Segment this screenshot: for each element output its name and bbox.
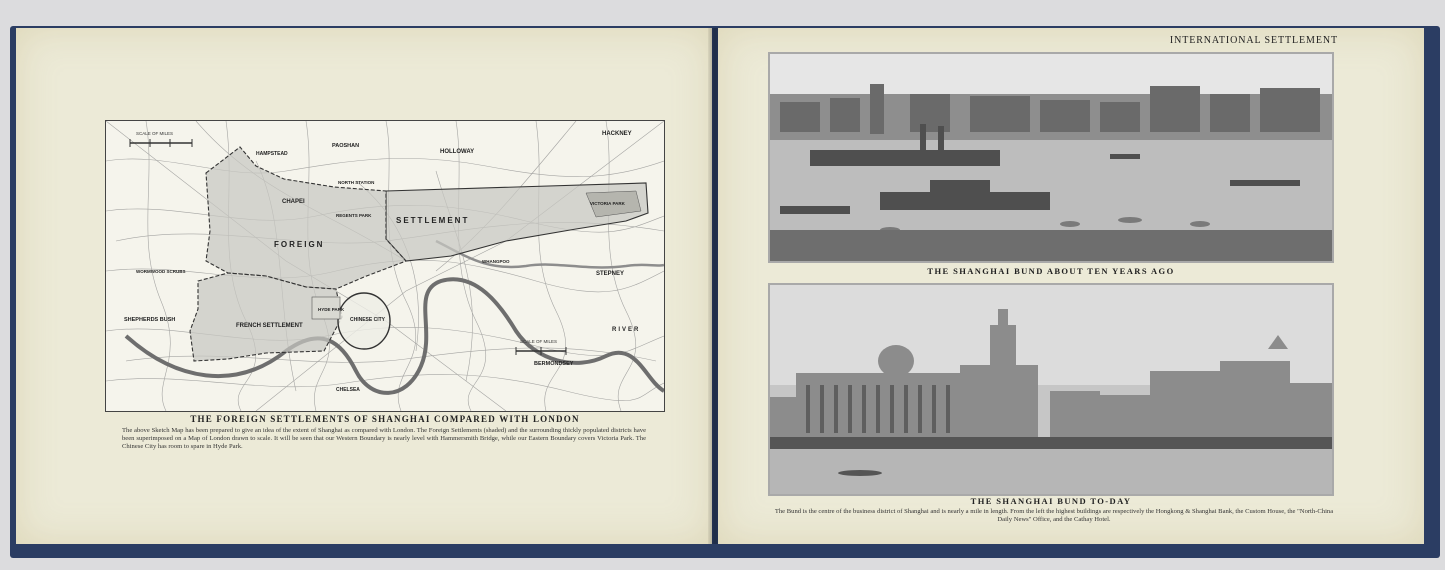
- map-title: THE FOREIGN SETTLEMENTS OF SHANGHAI COMPARED WITH LONDON: [190, 414, 580, 424]
- label-hampstead: HAMPSTEAD: [256, 151, 288, 157]
- photo-bund-today: [768, 283, 1334, 496]
- foreign-settlement-boundary: [206, 147, 406, 289]
- label-bermondsey: BERMONDSEY: [534, 361, 574, 367]
- label-chelsea: CHELSEA: [336, 387, 360, 393]
- photo-bund-ten-years-ago: [768, 52, 1334, 263]
- label-whangpoo: WHANGPOO: [482, 259, 510, 264]
- label-hyde-park: HYDE PARK: [318, 307, 345, 312]
- scale-label-2: SCALE OF MILES: [520, 339, 558, 344]
- label-regents-park: REGENTS PARK: [336, 213, 372, 218]
- photo-new-graphic: [770, 285, 1332, 494]
- map-graphic: [106, 121, 664, 411]
- label-holloway: HOLLOWAY: [440, 149, 475, 155]
- label-north-station: NORTH STATION: [338, 180, 375, 185]
- label-chinese-city: CHINESE CITY: [350, 317, 386, 323]
- photo-old-title: THE SHANGHAI BUND ABOUT TEN YEARS AGO: [927, 266, 1175, 276]
- label-victoria-park: VICTORIA PARK: [590, 201, 625, 206]
- label-paoshan: PAOSHAN: [332, 143, 360, 149]
- scale-bar-2: [516, 339, 566, 355]
- label-foreign: FOREIGN: [274, 240, 325, 249]
- photo-new-title: THE SHANGHAI BUND TO-DAY: [970, 496, 1132, 506]
- scale-label: SCALE OF MILES: [136, 131, 174, 136]
- label-settlement: SETTLEMENT: [396, 216, 470, 225]
- right-page: [718, 28, 1424, 544]
- left-page: [16, 28, 712, 544]
- scale-bar: [130, 131, 192, 147]
- label-stepney: STEPNEY: [596, 271, 625, 277]
- label-chapei: CHAPEI: [282, 199, 305, 205]
- photo-old-graphic: [770, 54, 1332, 261]
- sketch-map: [105, 120, 665, 412]
- map-caption: The above Sketch Map has been prepared to give an idea of the extent of Shanghai as compared with London. The Foreign Settlements (shaded) and the surrounding thickly populated districts have been superimposed on a Map of London drawn to scale. It will be seen that our Western Boundary is nearly level with Hammersmith Bridge, while our Eastern Boundary covers Victoria Park. The Chinese City has room to spare in Hyde Park.: [122, 427, 646, 451]
- label-river: RIVER: [612, 327, 641, 333]
- running-head: INTERNATIONAL SETTLEMENT: [1169, 35, 1338, 46]
- label-french-settlement: FRENCH SETTLEMENT: [236, 323, 303, 329]
- label-shepherds-bush: SHEPHERDS BUSH: [124, 317, 176, 323]
- label-hackney: HACKNEY: [602, 131, 632, 137]
- photo-new-caption: The Bund is the centre of the business district of Shanghai and is nearly a mile in length. From the left the highest buildings are respectively the Hongkong & Shanghai Bank, the Custom House, the "North-China Daily News" Office, and the Cathay Hotel.: [774, 508, 1334, 524]
- label-wormwood-scrubs: WORMWOOD SCRUBS: [136, 269, 186, 274]
